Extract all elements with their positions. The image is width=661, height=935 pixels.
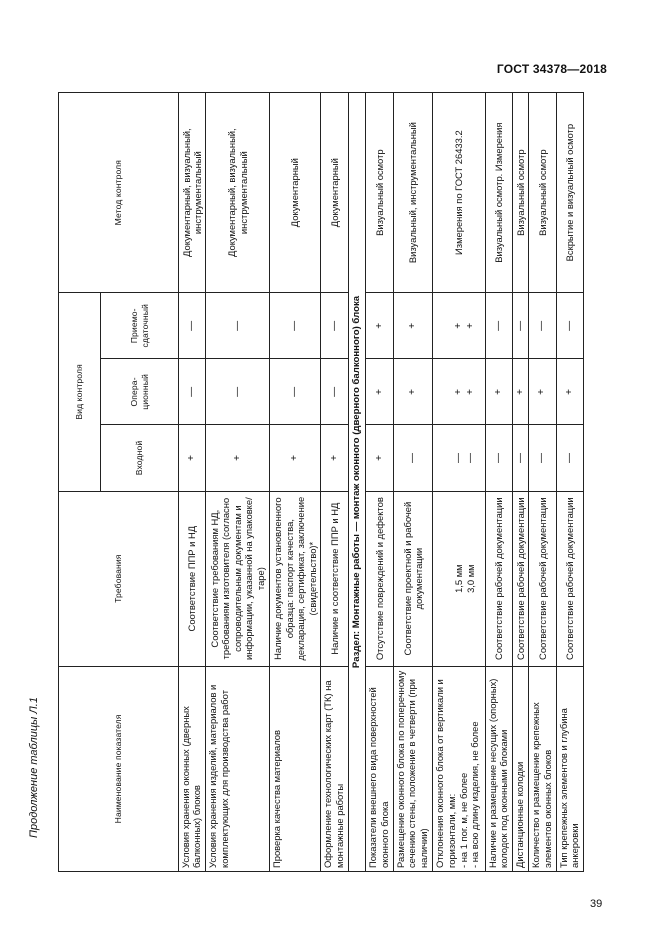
cell-method: Документарный, визуальный, инструментальный bbox=[206, 93, 270, 293]
cell-requirement: Соответствие рабочей документации bbox=[513, 491, 529, 666]
deviation-sub-2: - на всю длину изделия, не более bbox=[469, 721, 481, 868]
cell-acceptance: + bbox=[393, 293, 432, 359]
cell-method: Документарный bbox=[269, 93, 321, 293]
cell-operational: + bbox=[556, 359, 583, 425]
deviation-incoming-1: — bbox=[452, 453, 464, 463]
cell-acceptance: — bbox=[269, 293, 321, 359]
table-row bbox=[366, 93, 393, 872]
cell-incoming: — bbox=[513, 425, 529, 491]
cell-name: Количество и размещение крепежных элементов оконных блоков bbox=[529, 666, 556, 871]
table-row bbox=[321, 93, 348, 872]
cell-acceptance: — bbox=[206, 293, 270, 359]
cell-operational: — bbox=[269, 359, 321, 425]
deviation-incoming-2: — bbox=[465, 453, 477, 463]
section-row bbox=[348, 93, 366, 872]
cell-requirement: Соответствие рабочей документации bbox=[556, 491, 583, 666]
cell-method: Визуальный осмотр. Измерения bbox=[485, 93, 512, 293]
cell-method: Визуальный осмотр bbox=[366, 93, 393, 293]
page-number: 39 bbox=[590, 898, 603, 910]
cell-incoming: — bbox=[529, 425, 556, 491]
header-control-type: Вид контроля bbox=[59, 293, 101, 491]
cell-name: Дистанционные колодки bbox=[513, 666, 529, 871]
table-row-deviation bbox=[433, 93, 486, 872]
cell-name: Размещение оконного блока по поперечному сечению стены, положение в четверти (при наличии) bbox=[393, 666, 432, 871]
rotated-table-container bbox=[58, 92, 584, 872]
deviation-acceptance-2: + bbox=[465, 322, 477, 329]
cell-requirement: Соответствие ППР и НД bbox=[179, 491, 206, 666]
cell-incoming: + bbox=[179, 425, 206, 491]
cell-method: Документарный, визуальный, инструментальный bbox=[179, 93, 206, 293]
cell-name: Условия хранения оконных (дверных балконных) блоков bbox=[179, 666, 206, 871]
deviation-operational-1: + bbox=[452, 389, 464, 395]
cell-name: Тип крепежных элементов и глубина анкеровки bbox=[556, 666, 583, 871]
cell-method-deviation: Измерения по ГОСТ 26433.2 bbox=[433, 93, 486, 293]
cell-operational: — bbox=[321, 359, 348, 425]
control-table bbox=[58, 92, 584, 872]
cell-incoming: — bbox=[485, 425, 512, 491]
table-row bbox=[529, 93, 556, 872]
cell-acceptance: — bbox=[529, 293, 556, 359]
header-operational: Опера-ционный bbox=[101, 359, 179, 425]
cell-operational: — bbox=[179, 359, 206, 425]
cell-operational: + bbox=[485, 359, 512, 425]
table-row bbox=[393, 93, 432, 872]
header-method: Метод контроля bbox=[59, 93, 179, 293]
table-row bbox=[513, 93, 529, 872]
cell-incoming: + bbox=[269, 425, 321, 491]
header-acceptance: Приемо-сдаточный bbox=[101, 293, 179, 359]
deviation-acceptance-1: + bbox=[452, 322, 464, 329]
cell-requirement-deviation bbox=[433, 491, 486, 666]
cell-operational: + bbox=[513, 359, 529, 425]
deviation-operational-2: + bbox=[465, 389, 477, 395]
cell-method: Визуальный осмотр bbox=[513, 93, 529, 293]
cell-acceptance: — bbox=[513, 293, 529, 359]
cell-operational: — bbox=[206, 359, 270, 425]
table-row bbox=[206, 93, 270, 872]
deviation-value-1: 1,5 мм bbox=[453, 564, 465, 593]
cell-requirement: Соответствие рабочей документации bbox=[485, 491, 512, 666]
header-incoming: Входной bbox=[101, 425, 179, 491]
header-requirements: Требования bbox=[59, 491, 179, 666]
cell-name: Оформление технологических карт (ТК) на монтажные работы bbox=[321, 666, 348, 871]
deviation-title: Отклонения оконного блока от вертикали и горизонтали, мм: bbox=[434, 679, 457, 868]
cell-name-deviation bbox=[433, 666, 486, 871]
cell-name: Показатели внешнего вида поверхностей оконного блока bbox=[366, 666, 393, 871]
cell-requirement: Отсутствие повреждений и дефектов bbox=[366, 491, 393, 666]
cell-method: Документарный bbox=[321, 93, 348, 293]
cell-operational: + bbox=[529, 359, 556, 425]
cell-acceptance-deviation bbox=[433, 293, 486, 359]
cell-incoming: — bbox=[393, 425, 432, 491]
cell-operational: + bbox=[366, 359, 393, 425]
cell-incoming: + bbox=[321, 425, 348, 491]
header-name: Наименование показателя bbox=[59, 666, 179, 871]
cell-acceptance: + bbox=[366, 293, 393, 359]
cell-acceptance: — bbox=[556, 293, 583, 359]
cell-method: Визуальный, инструментальный bbox=[393, 93, 432, 293]
cell-requirement: Наличие и соответствие ППР и НД bbox=[321, 491, 348, 666]
table-caption: Продолжение таблицы Л.1 bbox=[28, 697, 40, 838]
cell-requirement: Наличие документов установленного образца: паспорт качества, декларация, сертификат, заключение (свидетельство)* bbox=[269, 491, 321, 666]
cell-acceptance: — bbox=[179, 293, 206, 359]
cell-requirement: Соответствие требованиям НД, требованиям изготовителя (согласно сопроводительным документам и информации, указанной на упаковке/таре) bbox=[206, 491, 270, 666]
deviation-sub-1: - на 1 пог. м, не более bbox=[457, 772, 469, 868]
cell-acceptance: — bbox=[485, 293, 512, 359]
cell-name: Наличие и размещение несущих (опорных) колодок под оконными блоками bbox=[485, 666, 512, 871]
cell-name: Проверка качества материалов bbox=[269, 666, 321, 871]
cell-operational-deviation bbox=[433, 359, 486, 425]
table-row bbox=[556, 93, 583, 872]
table-row bbox=[269, 93, 321, 872]
deviation-value-2: 3,0 мм bbox=[464, 564, 476, 593]
cell-incoming: — bbox=[556, 425, 583, 491]
cell-name: Условия хранения изделий, материалов и комплектующих для производства работ bbox=[206, 666, 270, 871]
cell-acceptance: — bbox=[321, 293, 348, 359]
cell-incoming: + bbox=[206, 425, 270, 491]
section-title: Раздел: Монтажные работы — монтаж оконного (дверного балконного) блока bbox=[348, 93, 366, 872]
cell-incoming-deviation bbox=[433, 425, 486, 491]
cell-method: Вскрытие и визуальный осмотр bbox=[556, 93, 583, 293]
cell-requirement: Соответствие рабочей документации bbox=[529, 491, 556, 666]
table-row bbox=[179, 93, 206, 872]
standard-code: ГОСТ 34378—2018 bbox=[496, 62, 607, 76]
cell-incoming: + bbox=[366, 425, 393, 491]
cell-requirement: Соответствие проектной и рабочей документации bbox=[393, 491, 432, 666]
cell-operational: + bbox=[393, 359, 432, 425]
table-row bbox=[485, 93, 512, 872]
cell-method: Визуальный осмотр bbox=[529, 93, 556, 293]
